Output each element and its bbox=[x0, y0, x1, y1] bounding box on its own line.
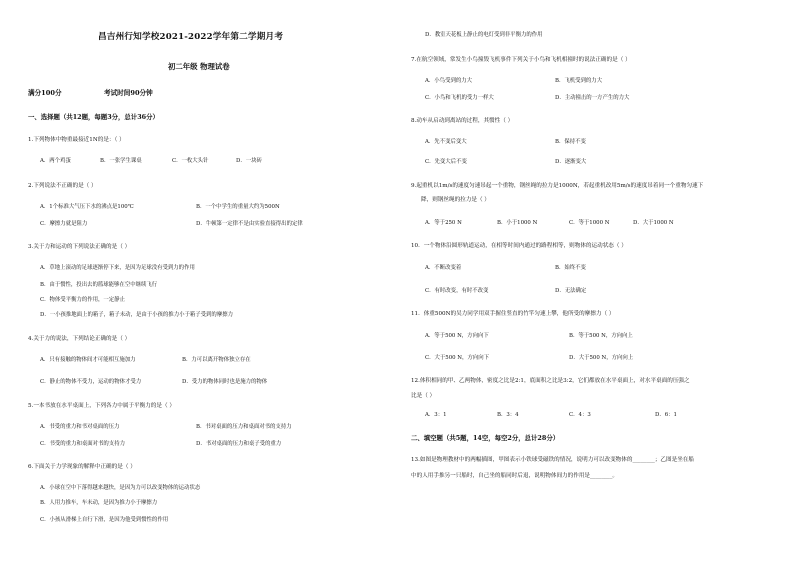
option-b: B．书对桌面的压力和桌面对书的支持力 bbox=[196, 424, 292, 430]
full-score: 满分100分 bbox=[28, 89, 62, 97]
option-a: A．小球在空中下落得越来越快，是因为力可以改变物体的运动状态 bbox=[40, 485, 201, 491]
question-stem: 13.如图是物理教材中的两幅插图，甲图表示小铁球受磁铁的情况，说明力可以改变物体的________；乙图是坐在船 bbox=[411, 457, 694, 463]
option-a: A．等于500 N，方向向下 bbox=[425, 333, 489, 339]
option-a: A．草地上滚动的足球逐渐停下来，是因为足球没有受到力的作用 bbox=[40, 265, 195, 271]
question-stem: 7.在航空领域，常发生小鸟撞毁飞机事件下列关于小鸟和飞机相撞时的说法正确的是（ ） bbox=[411, 57, 631, 63]
option-a: A．1个标准大气压下水的沸点是100℃ bbox=[40, 204, 134, 210]
option-d: D．一块砖 bbox=[236, 158, 262, 164]
question-stem-cont: 降，则钢丝绳的拉力是（ ） bbox=[421, 197, 490, 203]
question-stem: 10．一个物体沿圆形轨道运动，在相等时间内通过的路程相等，则物体的运动状态（ ） bbox=[411, 243, 627, 249]
option-c: C．一枚大头针 bbox=[172, 158, 209, 164]
option-c: C．等于1000 N bbox=[569, 220, 610, 226]
option-c: C．有时改变，有时不改变 bbox=[425, 288, 489, 294]
option-d: D．逐渐变大 bbox=[555, 159, 587, 165]
option-b: B．人用力推车，车未动，是因为推力小于摩擦力 bbox=[40, 500, 158, 506]
question-stem-cont: 比是（ ） bbox=[411, 393, 436, 399]
option-c: C．大于500 N，方向向下 bbox=[425, 355, 489, 361]
option-d: D．主动撞击的一方产生的力大 bbox=[555, 95, 630, 101]
option-c: C．小鸟和飞机的受力一样大 bbox=[425, 95, 494, 101]
question-stem-cont: 中的人用手推另一只船时，自己坐的船同时后退，说明物体间力的作用是________。 bbox=[411, 473, 618, 479]
option-c: C．4：3 bbox=[569, 412, 591, 418]
option-b: B．力可以离开物体独立存在 bbox=[182, 357, 251, 363]
option-d: D．受力的物体同时也是施力的物体 bbox=[182, 379, 268, 385]
question-stem: 5.一本书放在水平桌面上，下列各力中属于平衡力的是（ ） bbox=[28, 403, 175, 409]
option-d: D．牛顿第一定律不是由实验直接得出的定律 bbox=[196, 221, 303, 227]
option-c: C．摩擦力就是阻力 bbox=[40, 221, 88, 227]
question-stem: 4.关于力的说法，下列结论正确的是（ ） bbox=[28, 336, 131, 342]
option-b: B．3：4 bbox=[497, 412, 519, 418]
option-b: B．小于1000 N bbox=[497, 220, 538, 226]
option-d: D．一小孩推地面上的箱子，箱子未动，是由于小孩的推力小于箱子受到的摩擦力 bbox=[40, 312, 233, 318]
exam-subtitle: 初二年级 物理试卷 bbox=[168, 62, 230, 71]
option-a: A．书受的重力和书对桌面的压力 bbox=[40, 424, 120, 430]
option-d: D．大于1000 N bbox=[633, 220, 674, 226]
question-stem: 2.下列说法不正确的是（ ） bbox=[28, 183, 97, 189]
option-d: D．书对桌面的压力和桌子受的重力 bbox=[196, 441, 282, 447]
option-a: A．小鸟受到的力大 bbox=[425, 78, 473, 84]
question-stem: 9.起重机以1m/s的速度匀速吊起一个重物，钢丝绳的拉力是1000N，若起重机改用5m/s的速度吊着同一个重物匀速下 bbox=[411, 183, 704, 189]
question-stem: 3.关于力和运动的下列说法正确的是（ ） bbox=[28, 244, 131, 250]
option-b: B．始终不变 bbox=[555, 265, 586, 271]
option-b: B．一张学生课桌 bbox=[100, 158, 142, 164]
option-c: C．静止的物体不受力，运动的物体才受力 bbox=[40, 379, 142, 385]
exam-title: 昌吉州行知学校2021-2022学年第二学期月考 bbox=[98, 32, 284, 42]
option-d: D．教室天花板上静止的电灯受到非平衡力的作用 bbox=[425, 32, 543, 38]
section-title: 一、选择题（共12题，每题3分，总计36分） bbox=[28, 113, 159, 121]
option-a: A．只有接触的物体间才可能相互施加力 bbox=[40, 357, 136, 363]
option-a: A．不断改变着 bbox=[425, 265, 462, 271]
question-stem: 12.体积相同的甲、乙两物体，密度之比是2:1，底面积之比是3:2，它们都放在水平桌面上，对水平桌面的压强之 bbox=[411, 378, 690, 384]
option-c: C．先变大后不变 bbox=[425, 159, 467, 165]
option-d: D．6：1 bbox=[655, 412, 677, 418]
option-a: A．两个鸡蛋 bbox=[40, 158, 71, 164]
option-a: A．等于250 N bbox=[425, 220, 462, 226]
option-c: C．物体受平衡力的作用，一定静止 bbox=[40, 297, 125, 303]
option-b: B．保持不变 bbox=[555, 139, 586, 145]
exam-time: 考试时间90分钟 bbox=[104, 89, 153, 97]
question-stem: 1.下列物体中物重最接近1N的是：（ ） bbox=[28, 137, 125, 143]
question-stem: 11．体重500N的吴力同学用双手握住竖直的竹竿匀速上攀，他所受的摩擦力（ ） bbox=[411, 311, 615, 317]
section-title: 二、填空题（共5题，14空，每空2分，总计28分） bbox=[411, 434, 560, 442]
option-a: A．先不变后变大 bbox=[425, 139, 467, 145]
question-stem: 8.动车从启动到离站的过程，其惯性（ ） bbox=[411, 118, 514, 124]
option-c: C．书受的重力和桌面对书的支持力 bbox=[40, 441, 125, 447]
option-b: B．飞机受到的力大 bbox=[555, 78, 603, 84]
option-b: B．由于惯性，投出去的篮球能够在空中继续飞行 bbox=[40, 282, 158, 288]
option-b: B．一个中学生的重量大约为500N bbox=[196, 204, 280, 210]
option-a: A．3：1 bbox=[425, 412, 447, 418]
question-stem: 6.下面关于力学现象的解释中正确的是（ ） bbox=[28, 464, 136, 470]
option-d: D．无法确定 bbox=[555, 288, 587, 294]
option-d: D．大于500 N，方向向上 bbox=[569, 355, 634, 361]
option-c: C．小孩从滑梯上自行下滑，是因为他受到惯性的作用 bbox=[40, 517, 169, 523]
option-b: B．等于500 N，方向向上 bbox=[569, 333, 633, 339]
